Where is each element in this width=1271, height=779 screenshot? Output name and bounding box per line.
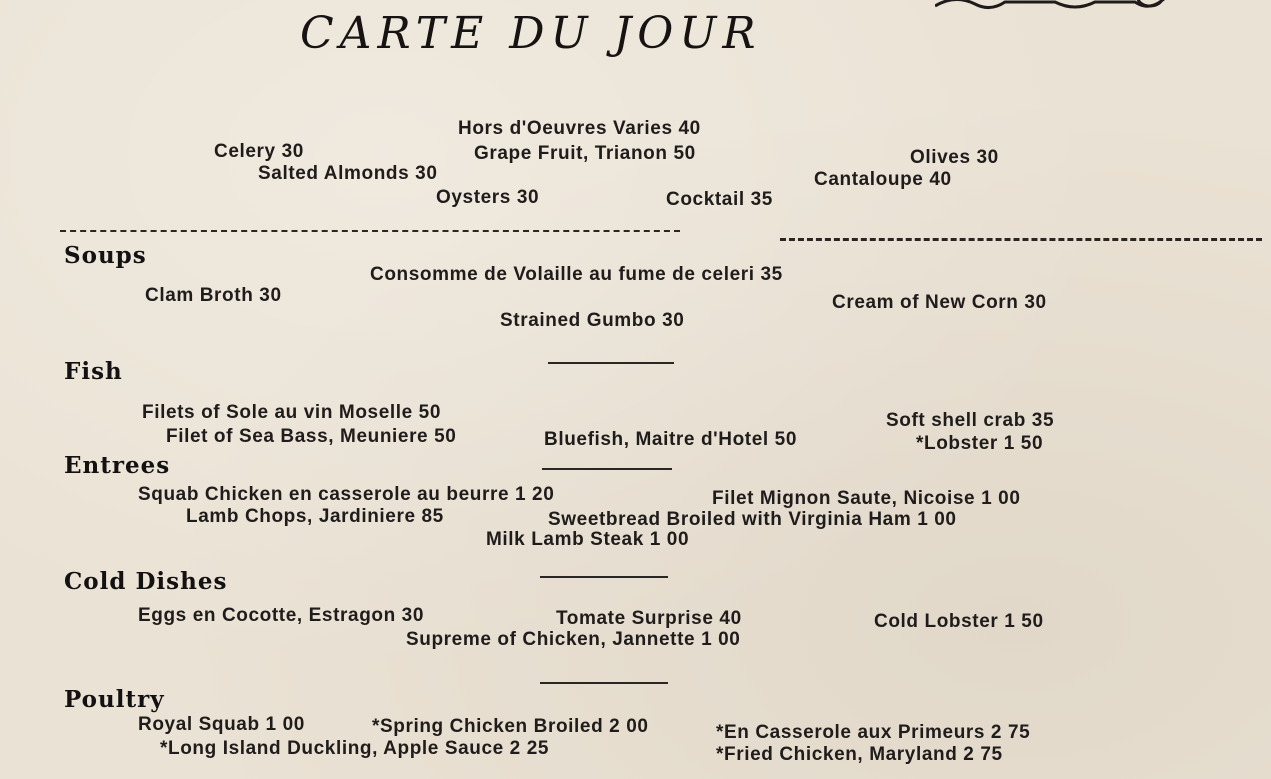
item-consomme: Consomme de Volaille au fume de celeri 35 <box>370 264 783 285</box>
divider-rule <box>548 362 674 364</box>
item-en-casserole: *En Casserole aux Primeurs 2 75 <box>716 722 1031 743</box>
item-fried-chicken: *Fried Chicken, Maryland 2 75 <box>716 744 1003 765</box>
item-sea-bass: Filet of Sea Bass, Meuniere 50 <box>166 426 457 447</box>
divider-dashed-left <box>60 230 680 232</box>
item-gumbo: Strained Gumbo 30 <box>500 310 685 331</box>
item-clam-broth: Clam Broth 30 <box>145 285 282 306</box>
item-filet-mignon: Filet Mignon Saute, Nicoise 1 00 <box>712 488 1021 509</box>
item-bluefish: Bluefish, Maitre d'Hotel 50 <box>544 429 797 450</box>
item-cream-corn: Cream of New Corn 30 <box>832 292 1047 313</box>
section-fish: Fish <box>64 358 123 385</box>
item-grape-fruit: Grape Fruit, Trianon 50 <box>474 143 696 164</box>
menu-title: CARTE DU JOUR <box>300 8 762 59</box>
item-salted-almonds: Salted Almonds 30 <box>258 163 438 184</box>
divider-rule <box>540 576 668 578</box>
item-supreme-chicken: Supreme of Chicken, Jannette 1 00 <box>406 629 741 650</box>
divider-rule <box>542 468 672 470</box>
divider-rule <box>540 682 668 684</box>
item-lobster: *Lobster 1 50 <box>916 433 1044 454</box>
section-cold-dishes: Cold Dishes <box>64 568 228 595</box>
item-squab-chicken: Squab Chicken en casserole au beurre 1 20 <box>138 484 555 505</box>
item-eggs-cocotte: Eggs en Cocotte, Estragon 30 <box>138 605 425 626</box>
item-duckling: *Long Island Duckling, Apple Sauce 2 25 <box>160 738 550 759</box>
section-entrees: Entrees <box>64 452 171 479</box>
ornament-flourish <box>935 0 1180 14</box>
item-cocktail: Cocktail 35 <box>666 189 773 210</box>
item-royal-squab: Royal Squab 1 00 <box>138 714 305 735</box>
item-lamb-chops: Lamb Chops, Jardiniere 85 <box>186 506 444 527</box>
section-soups: Soups <box>64 242 147 269</box>
item-sweetbread: Sweetbread Broiled with Virginia Ham 1 00 <box>548 509 957 530</box>
divider-dashed-right <box>780 238 1262 241</box>
item-tomate-surprise: Tomate Surprise 40 <box>556 608 742 629</box>
item-soft-shell-crab: Soft shell crab 35 <box>886 410 1055 431</box>
item-olives: Olives 30 <box>910 147 999 168</box>
hors-header: Hors d'Oeuvres Varies 40 <box>458 118 701 139</box>
item-celery: Celery 30 <box>214 141 304 162</box>
item-spring-chicken: *Spring Chicken Broiled 2 00 <box>372 716 649 737</box>
item-sole: Filets of Sole au vin Moselle 50 <box>142 402 442 423</box>
item-oysters: Oysters 30 <box>436 187 540 208</box>
section-poultry: Poultry <box>64 686 165 713</box>
item-cold-lobster: Cold Lobster 1 50 <box>874 611 1044 632</box>
item-cantaloupe: Cantaloupe 40 <box>814 169 952 190</box>
item-milk-lamb: Milk Lamb Steak 1 00 <box>486 529 690 550</box>
